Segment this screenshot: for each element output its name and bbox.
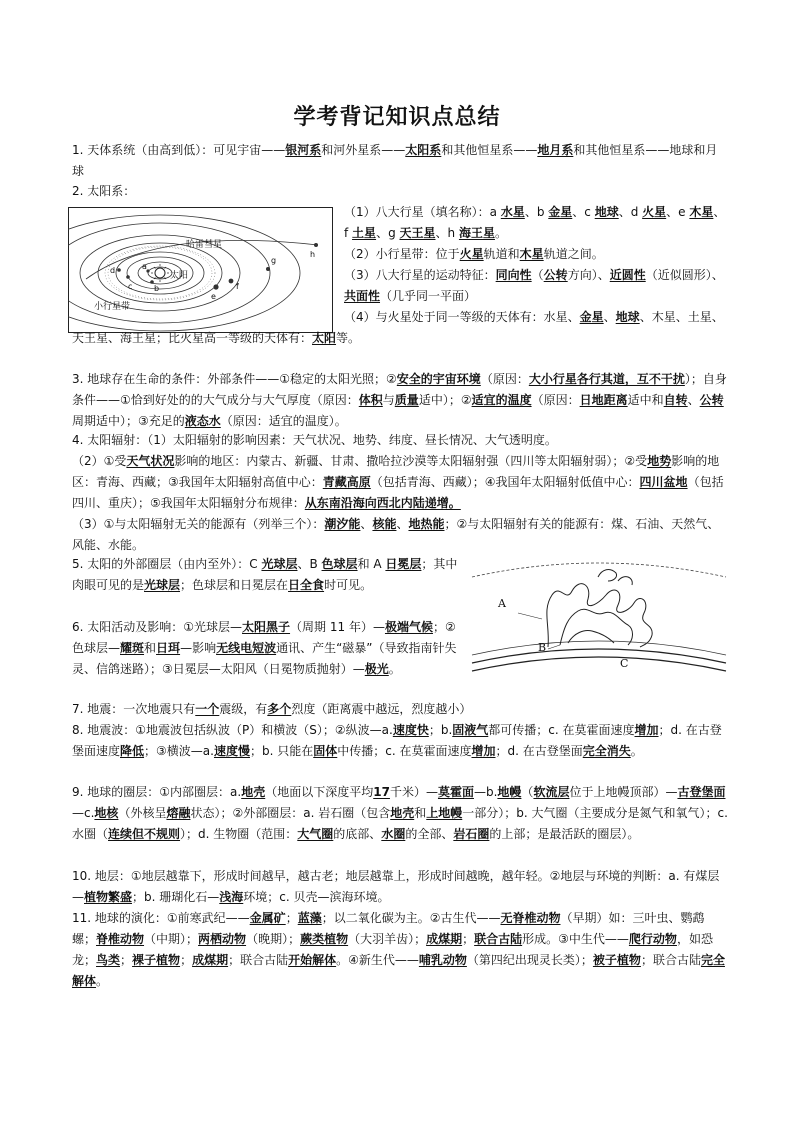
text: 轨道之间。 <box>543 247 604 261</box>
text: 一部分）；b. 大气圈（主要成分是氮气和氧气）；c. 水圈（ <box>72 806 728 841</box>
section-2-item-4 <box>72 307 728 349</box>
keyword: 鸟类 <box>96 953 121 967</box>
keyword: 公转 <box>543 268 568 282</box>
text: （晚期）； <box>246 932 301 946</box>
text: 、g <box>376 226 400 240</box>
text: 都可传播；c. 在莫霍面速度 <box>488 723 635 737</box>
text: 中传播；c. 在莫霍面速度 <box>337 744 472 758</box>
text: （2）①受 <box>72 454 127 468</box>
keyword: 青藏高原 <box>322 475 371 489</box>
keyword: 同向性 <box>495 268 532 282</box>
keyword: 地热能 <box>408 517 445 531</box>
text: 。 <box>388 662 401 676</box>
text: 。④新生代—— <box>336 953 419 967</box>
text: 、 <box>603 310 616 324</box>
keyword: 成煤期 <box>192 953 229 967</box>
keyword: 哺乳动物 <box>418 953 467 967</box>
keyword: 熔融 <box>166 806 191 820</box>
text: 与 <box>382 393 395 407</box>
label-b: B <box>538 641 547 654</box>
text: ；以二氧化碳为主。②古生代—— <box>321 911 501 925</box>
text: 和其他恒星系—— <box>441 143 538 157</box>
keyword: 液态水 <box>184 414 221 428</box>
section-7 <box>72 699 728 720</box>
section-2-body <box>344 202 728 307</box>
keyword: 莫霍面 <box>437 785 474 799</box>
section-4 <box>72 430 728 556</box>
keyword: 多个 <box>267 702 292 716</box>
keyword: 大气圈 <box>297 827 334 841</box>
text: （ <box>521 785 534 799</box>
keyword: 核能 <box>372 517 397 531</box>
text: 、h <box>435 226 459 240</box>
text: （4）与火星处于同一等级的天体有：水星、 <box>344 310 580 324</box>
keyword: 降低 <box>120 744 145 758</box>
prominence-wisp <box>618 577 632 585</box>
keyword: 公转 <box>699 393 724 407</box>
keyword: 无脊椎动物 <box>500 911 561 925</box>
text: （大羽羊齿）； <box>348 932 427 946</box>
planet-f <box>229 279 234 284</box>
section-4-intro: 4. 太阳辐射：（1）太阳辐射的影响因素：天气状况、地势、纬度、昼长情况、大气透明度。 <box>72 433 557 447</box>
keyword: 被子植物 <box>592 953 641 967</box>
text: 。 <box>494 226 507 240</box>
text: ；色球层和日冕层在 <box>180 578 289 592</box>
section-6 <box>72 617 462 680</box>
text: ）；d. 生物圈（范围： <box>180 827 298 841</box>
planet-letter: f <box>236 282 239 291</box>
keyword: 近圆性 <box>609 268 646 282</box>
keyword: 极光 <box>364 662 389 676</box>
keyword: 太阳系 <box>405 143 442 157</box>
section-4-body <box>72 451 728 514</box>
keyword: 海王星 <box>458 226 495 240</box>
keyword: 火星 <box>642 205 667 219</box>
text: 10. 地层：①地层越靠下，形成时间越早，越古老；地层越靠上，形成时间越晚，越年轻。②地层与环境的判断：a. 有煤层— <box>72 869 720 904</box>
text: 、 <box>687 393 700 407</box>
planet-c <box>126 275 130 279</box>
keyword: 耀斑 <box>120 641 145 655</box>
text: 千米）— <box>389 785 438 799</box>
text: ；d. 在古登堡面 <box>495 744 583 758</box>
text: （包括四川、重庆）；⑤我国年太阳辐射分布规律： <box>72 475 724 510</box>
text: 方向）、 <box>567 268 610 282</box>
keyword: 完全消失 <box>582 744 631 758</box>
keyword: 银河系 <box>285 143 322 157</box>
text: 的上部；是最活跃的圈层）。 <box>489 827 640 841</box>
text: （第四纪出现灵长类）； <box>466 953 593 967</box>
keyword: 金星 <box>548 205 573 219</box>
text: 和 A <box>357 557 386 571</box>
text: 、 <box>396 517 409 531</box>
text: 7. 地震：一次地震只有 <box>72 702 196 716</box>
prominence-outline <box>547 584 652 647</box>
text: 、e <box>666 205 690 219</box>
section-2-item-2 <box>344 244 728 265</box>
keyword: 开始解体 <box>288 953 337 967</box>
keyword: 四川盆地 <box>639 475 688 489</box>
text: （2）小行星带：位于 <box>344 247 460 261</box>
keyword: 地球 <box>615 310 640 324</box>
text: ）；自身条件——①恰到好处的的大气成分与大气厚度（原因： <box>72 372 727 407</box>
keyword: 天王星 <box>399 226 436 240</box>
text: 状态）；②外部圈层：a. 岩石圈（包含 <box>190 806 391 820</box>
keyword: 金属矿 <box>249 911 286 925</box>
keyword: 蓝藻 <box>297 911 322 925</box>
text: 、b <box>524 205 549 219</box>
sun-atmosphere-figure <box>468 555 730 685</box>
page-title: 学考背记知识点总结 <box>293 105 501 130</box>
text: 适中和 <box>627 393 664 407</box>
text: 时可见。 <box>324 578 373 592</box>
keyword: 色球层 <box>321 557 358 571</box>
text: ；联合古陆 <box>228 953 289 967</box>
section-2-item-3 <box>344 265 728 307</box>
text: （中期）； <box>144 932 199 946</box>
text: —b. <box>473 785 498 799</box>
text: ；联合古陆 <box>640 953 701 967</box>
prominence-wisp <box>598 570 617 581</box>
keyword: 地壳 <box>390 806 415 820</box>
section-1 <box>72 140 728 182</box>
planet-g <box>266 267 270 271</box>
label-b-leader <box>548 645 560 649</box>
text: 影响的地区：内蒙古、新疆、甘肃、撒哈拉沙漠等太阳辐射强（四川等太阳辐射弱）；②受 <box>174 454 648 468</box>
text: （几乎同一平面） <box>380 289 477 303</box>
text: 11. 地球的演化：①前寒武纪—— <box>72 911 250 925</box>
section-11 <box>72 908 728 992</box>
text: ； <box>285 911 298 925</box>
section-2-heading: 2. 太阳系： <box>72 184 136 198</box>
keyword: 软流层 <box>533 785 570 799</box>
text: 的全部、 <box>405 827 454 841</box>
text: （原因：适宜的温度）。 <box>220 414 347 428</box>
text: 和 <box>144 641 157 655</box>
text: （周期 11 年）— <box>290 620 385 634</box>
keyword: 增加 <box>634 723 659 737</box>
keyword: 地核 <box>94 806 119 820</box>
text: 1. 天体系统（由高到低）：可见宇宙—— <box>72 143 286 157</box>
section-3 <box>72 369 728 432</box>
keyword: 地壳 <box>241 785 266 799</box>
text: ；d. 在古登堡面速度 <box>72 723 722 758</box>
keyword: 光球层 <box>144 578 181 592</box>
planet-letter: d <box>110 266 116 275</box>
text: 5. 太阳的外部圈层（由内至外）：C <box>72 557 262 571</box>
text: 震级，有 <box>219 702 268 716</box>
text: ；b. <box>428 723 453 737</box>
keyword: 岩石圈 <box>453 827 490 841</box>
keyword: 地势 <box>647 454 672 468</box>
keyword: 地幔 <box>497 785 522 799</box>
keyword: 水星 <box>500 205 525 219</box>
label-c: C <box>620 657 629 670</box>
text: 的底部、 <box>333 827 382 841</box>
text: 。 <box>96 974 109 988</box>
text: 、 <box>360 517 373 531</box>
keyword: 速度快 <box>392 723 429 737</box>
keyword: 联合古陆 <box>474 932 523 946</box>
sun-disc <box>155 268 165 278</box>
text: 环境；c. 贝壳—滨海环境。 <box>243 890 390 904</box>
text: （早期）如：三叶虫、鹦鹉螺； <box>72 911 705 946</box>
keyword: 固体 <box>313 744 338 758</box>
asteroid-belt-label: 小行星带 <box>94 302 131 312</box>
keyword: 太阳 <box>312 331 337 345</box>
keyword: 日全食 <box>288 578 325 592</box>
text: ；③横波—a. <box>144 744 214 758</box>
section-5 <box>72 554 462 596</box>
keyword: 质量 <box>394 393 419 407</box>
text: （1）八大行星（填名称）：a <box>344 205 501 219</box>
photosphere-inner-line <box>472 657 726 671</box>
keyword: 金星 <box>579 310 604 324</box>
text: 6. 太阳活动及影响：①光球层— <box>72 620 243 634</box>
text: （地面以下深度平均 <box>265 785 374 799</box>
text: ；b. 只能在 <box>249 744 314 758</box>
keyword: 土星 <box>352 226 377 240</box>
keyword: 潮汐能 <box>324 517 361 531</box>
section-9 <box>72 782 728 845</box>
keyword: 日地距离 <box>579 393 628 407</box>
keyword: 地球 <box>594 205 619 219</box>
text: 、d <box>618 205 643 219</box>
planet-letter: g <box>271 256 277 265</box>
text: 烈度（距离震中越远，烈度越小） <box>291 702 472 716</box>
text: （外核呈 <box>118 806 167 820</box>
planet-letter: b <box>154 284 160 293</box>
keyword: 蕨类植物 <box>300 932 349 946</box>
text: （包括青海、西藏）；④我国年太阳辐射低值中心： <box>370 475 640 489</box>
keyword: 爬行动物 <box>628 932 677 946</box>
keyword: 日冕层 <box>385 557 422 571</box>
keyword: 一个 <box>195 702 220 716</box>
text: 周期适中）；③充足的 <box>72 414 185 428</box>
planet-h <box>314 243 318 247</box>
planet-letter: c <box>128 282 133 291</box>
text: 和河外星系—— <box>321 143 406 157</box>
keyword: 两栖动物 <box>198 932 247 946</box>
keyword: 日珥 <box>156 641 181 655</box>
text: （近似圆形）、 <box>645 268 724 282</box>
text: 通讯、产生“磁暴”（导致指南针失灵、信鸽迷路）；③日冕层—太阳风（日冕物质抛射）— <box>72 641 457 676</box>
text: 和 <box>414 806 427 820</box>
comet-label: 哈雷彗星 <box>186 240 223 250</box>
keyword: 速度慢 <box>213 744 250 758</box>
planet-letter: h <box>310 250 316 259</box>
planet-letter: a <box>142 262 147 271</box>
keyword: 古登堡面 <box>677 785 726 799</box>
keyword: 水圈 <box>381 827 406 841</box>
keyword: 完全解体 <box>72 953 725 988</box>
keyword: 浅海 <box>219 890 244 904</box>
text: 、B <box>297 557 322 571</box>
keyword: 木星 <box>689 205 714 219</box>
text: —c. <box>72 806 95 820</box>
text: ；②与太阳辐射有关的能源有：煤、石油、天然气、风能、水能。 <box>72 517 720 552</box>
keyword: 从东南沿海向西北内陆递增。 <box>304 496 461 510</box>
keyword: 火星 <box>459 247 484 261</box>
keyword: 植物繁盛 <box>84 890 133 904</box>
text: （3）①与太阳辐射无关的能源有（列举三个）： <box>72 517 325 531</box>
keyword: 裸子植物 <box>132 953 181 967</box>
keyword: 17 <box>373 785 390 799</box>
text: 适中）；② <box>418 393 472 407</box>
keyword: 大小行星各行其道，互不干扰 <box>528 372 685 386</box>
text: ； <box>180 953 193 967</box>
section-10 <box>72 866 728 908</box>
text: ；②色球层— <box>72 620 456 655</box>
keyword: 体积 <box>358 393 383 407</box>
text: 轨道和 <box>483 247 520 261</box>
section-8 <box>72 720 728 762</box>
planet-d <box>117 268 121 272</box>
keyword: 安全的宇宙环境 <box>396 372 481 386</box>
text: 位于上地幔顶部）— <box>569 785 678 799</box>
keyword: 太阳黑子 <box>242 620 291 634</box>
text: 9. 地球的圈层：①内部圈层：a. <box>72 785 242 799</box>
planet-letter: e <box>211 292 216 301</box>
sun-atmosphere-diagram <box>468 555 730 685</box>
chromosphere-line <box>472 641 726 655</box>
keyword: 天气状况 <box>126 454 175 468</box>
keyword: 共面性 <box>344 289 381 303</box>
text: ；b. 珊瑚化石— <box>132 890 220 904</box>
keyword: 适宜的温度 <box>471 393 532 407</box>
text: ； <box>462 932 475 946</box>
text: 3. 地球存在生命的条件：外部条件——①稳定的太阳光照；② <box>72 372 397 386</box>
text: （原因： <box>531 393 580 407</box>
text: 8. 地震波：①地震波包括纵波（P）和横波（S）；②纵波—a. <box>72 723 393 737</box>
label-a: A <box>498 597 506 610</box>
text: 、木星、土星、天王星、海王星；比火星高一等级的天体有： <box>72 310 724 345</box>
keyword: 增加 <box>471 744 496 758</box>
label-a-leader <box>518 613 542 619</box>
photosphere-line <box>472 649 726 663</box>
keyword: 脊椎动物 <box>96 932 145 946</box>
keyword: 无线电短波 <box>216 641 277 655</box>
text: ，如恐龙； <box>72 932 713 967</box>
keyword: 连续但不规则 <box>108 827 181 841</box>
text: 等。 <box>336 331 361 345</box>
planet-e <box>213 284 218 289</box>
prominence <box>547 570 652 647</box>
text: 、f <box>344 205 726 240</box>
keyword: 木星 <box>519 247 544 261</box>
text: 、c <box>572 205 595 219</box>
sun-label: 太阳 <box>170 271 189 281</box>
keyword: 光球层 <box>261 557 298 571</box>
section-4-energy <box>72 514 728 556</box>
text: （原因： <box>480 372 529 386</box>
text: ； <box>120 953 133 967</box>
text: （3）八大行星的运动特征： <box>344 268 496 282</box>
keyword: 地月系 <box>537 143 574 157</box>
text: —影响 <box>180 641 217 655</box>
text: 形成。③中生代—— <box>522 932 629 946</box>
section-2-item-1 <box>344 202 728 244</box>
keyword: 固液气 <box>452 723 489 737</box>
keyword: 极端气候 <box>384 620 433 634</box>
keyword: 自转 <box>663 393 688 407</box>
text: 和其他恒星系——地球和月球 <box>72 143 718 178</box>
text: ；其中肉眼可见的是 <box>72 557 458 592</box>
keyword: 成煤期 <box>426 932 463 946</box>
text: 影响的地区：青海、西藏；③我国年太阳辐射高值中心： <box>72 454 720 489</box>
text: 。 <box>630 744 643 758</box>
text: （ <box>531 268 544 282</box>
keyword: 上地幔 <box>426 806 463 820</box>
